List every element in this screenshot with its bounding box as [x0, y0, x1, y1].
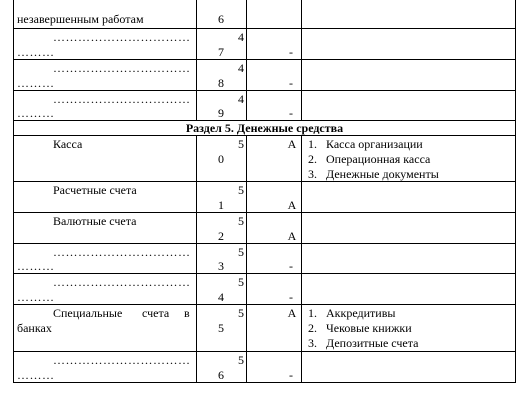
table-left-border [13, 0, 14, 383]
account-name: Касса [53, 137, 83, 151]
subaccount-number: 1. [308, 306, 317, 320]
subaccount-name: Чековые книжки [326, 321, 412, 335]
account-code-digit: 4 [238, 61, 244, 75]
row-divider [13, 351, 516, 352]
account-code-digit: 5 [238, 214, 244, 228]
account-code-digit: 4 [238, 30, 244, 44]
account-code-digit: 3 [218, 259, 224, 273]
account-code-digit: 7 [218, 45, 224, 59]
subaccount-name: Операционная касса [326, 152, 431, 166]
column-divider [246, 135, 247, 383]
placeholder-dots: …………………………… [53, 92, 191, 106]
row-divider [13, 304, 516, 305]
column-divider [196, 135, 197, 383]
account-code-digit: 5 [238, 353, 244, 367]
row-divider [13, 28, 516, 29]
subaccount-number: 2. [308, 152, 317, 166]
account-type-mark: - [289, 290, 293, 304]
subaccount-number: 3. [308, 167, 317, 181]
subaccount-number: 2. [308, 321, 317, 335]
account-code-digit: 5 [238, 245, 244, 259]
account-code-digit: 5 [238, 306, 244, 320]
column-divider [301, 0, 302, 121]
subaccount-name: Касса организации [326, 137, 423, 151]
account-code-digit: 4 [238, 92, 244, 106]
account-type-mark: А [287, 229, 297, 243]
column-divider [301, 135, 302, 383]
account-name: Расчетные счета [53, 183, 137, 197]
placeholder-dots: …………………………… [53, 245, 191, 259]
placeholder-dots: …………………………… [53, 275, 191, 289]
row-divider [13, 181, 516, 182]
subaccount-name: Аккредитивы [326, 306, 396, 320]
account-code-digit: 0 [218, 152, 224, 166]
account-code-digit: 4 [218, 290, 224, 304]
account-code-digit: 5 [238, 183, 244, 197]
section-title: Раздел 5. Денежные средства [185, 121, 344, 135]
account-type-mark: А [287, 306, 297, 320]
placeholder-dots: ……… [17, 76, 55, 90]
placeholder-dots: ……… [17, 45, 55, 59]
account-code-digit: 5 [218, 321, 224, 335]
subaccount-name: Денежные документы [326, 167, 439, 181]
row-divider [13, 90, 516, 91]
account-type-mark: А [287, 198, 297, 212]
account-type-mark: - [289, 76, 293, 90]
placeholder-dots: ……… [17, 259, 55, 273]
row-divider [13, 59, 516, 60]
account-type-mark: А [287, 137, 297, 151]
account-code-digit: 9 [218, 106, 224, 120]
row-divider [13, 135, 516, 136]
account-type-mark: - [289, 106, 293, 120]
account-name: счета [142, 306, 170, 320]
column-divider [246, 0, 247, 121]
account-name: незавершенным работам [17, 12, 144, 26]
placeholder-dots: …………………………… [53, 353, 191, 367]
placeholder-dots: ……… [17, 368, 55, 382]
row-divider [13, 273, 516, 274]
row-divider [13, 243, 516, 244]
column-divider [196, 0, 197, 121]
account-name: Специальные [53, 306, 123, 320]
placeholder-dots: ……… [17, 106, 55, 120]
placeholder-dots: …………………………… [53, 30, 191, 44]
account-code-digit: 1 [218, 198, 224, 212]
account-code-digit: 6 [218, 368, 224, 382]
subaccount-number: 1. [308, 137, 317, 151]
account-type-mark: - [289, 368, 293, 382]
account-code-digit: 5 [238, 275, 244, 289]
account-name: банках [17, 321, 52, 335]
account-type-mark: - [289, 45, 293, 59]
subaccount-name: Депозитные счета [326, 336, 419, 350]
account-code-digit: 5 [238, 137, 244, 151]
account-code-digit: 8 [218, 76, 224, 90]
account-code-digit: 2 [218, 229, 224, 243]
table-right-border [515, 0, 516, 383]
subaccount-number: 3. [308, 336, 317, 350]
row-divider [13, 212, 516, 213]
account-name: Валютные счета [53, 214, 137, 228]
account-type-mark: - [289, 259, 293, 273]
account-name: в [184, 306, 190, 320]
account-code-digit: 6 [218, 12, 224, 26]
table-bottom-border [13, 382, 516, 383]
placeholder-dots: …………………………… [53, 61, 191, 75]
placeholder-dots: ……… [17, 290, 55, 304]
